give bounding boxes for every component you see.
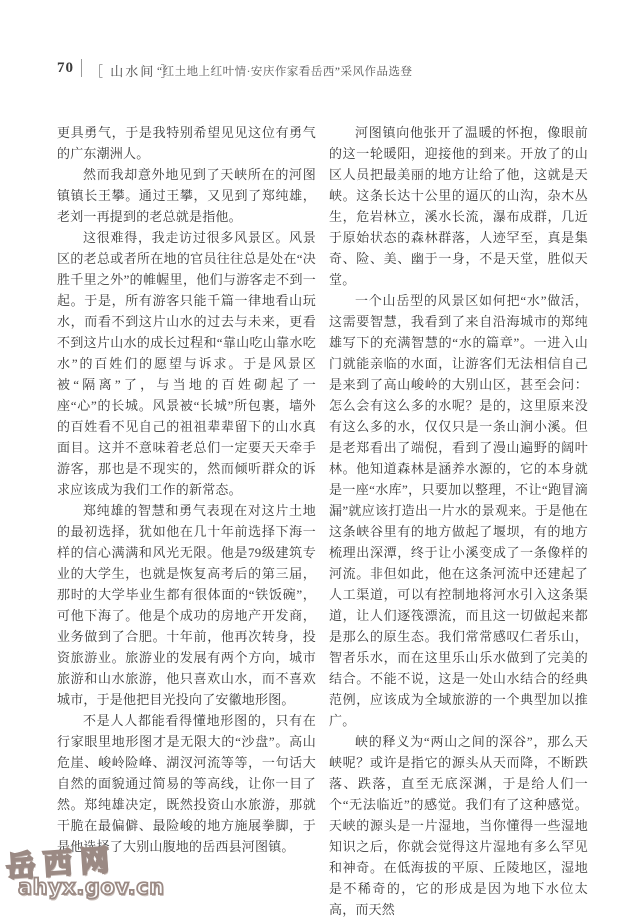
header-divider: [81, 59, 82, 77]
article-collection-title: “红土地上红叶情·安庆作家看岳西”采风作品选登: [157, 66, 413, 78]
paragraph: 然而我却意外地见到了天峡所在的河图镇镇长王攀。通过王攀，又见到了郑纯雄，老刘一再提到的老总就是指他。: [57, 167, 316, 224]
paragraph: 峡的释义为“两山之间的深谷”，那么天峡呢？或许是指它的源头从天而降，不断跌落、跌落，直至无底深渊，于是给人们一个“无法临近”的感觉。我们有了这种感觉。天峡的源头是一片湿地，当你懂得一些湿地知识之后，你就会觉得这片湿地有多么罕见和神奇。在低海拔的平原、丘陵地区，湿地是不稀奇的，它的形成是因为地下水位太高，而天然: [329, 734, 588, 917]
page-header: [0, 58, 636, 80]
page-number: 70: [57, 60, 74, 76]
paragraph: 更具勇气，于是我特别希望见见这位有勇气的广东潮洲人。: [57, 125, 316, 161]
paragraph: 这很难得，我走访过很多风景区。风景区的老总或者所在地的官员往往总是处在“决胜千里之外”的帷幄里，他们与游客走不到一起。于是，所有游客只能千篇一律地看山玩水，而看不到这片山水的过去与未来，更看不到这片山水的成长过程和“靠山吃山靠水吃水”的百姓们的愿望与诉求。于是风景区被“隔离”了，与当地的百姓砌起了一座“心”的长城。风景被“长城”所包裹，墙外的百姓看不见自己的祖祖辈辈留下的山水真面目。这并不意味着老总们一定要天天牵手游客，那也是不现实的，然而倾听群众的诉求应该成为我们工作的新常态。: [57, 230, 316, 497]
right-text-column: [329, 122, 588, 920]
paragraph: 一个山岳型的风景区如何把“水”做活，这需要智慧，我看到了来自沿海城市的郑纯雄写下的充满智慧的“水的篇章”。一进入山门就能亲临的水面，让游客们无法相信自己是来到了高山峻岭的大别山区，甚至会问：怎么会有这么多的水呢？是的，这里原来没有这么多的水，仅仅只是一条山涧小溪。但是老郑看出了端倪，看到了漫山遍野的阔叶林。他知道森林是涵养水源的，它的本身就是一座“水库”，只要加以整理，不让“跑冒滴漏”就应该打造出一片水的景观来。于是他在这条峡谷里有的地方做起了堰坝，有的地方梳理出深潭，终于让小溪变成了一条像样的河流。非但如此，他在这条河流中还建起了人工渠道，可以有控制地将河水引入这条渠道，让人们逐筏漂流，而且这一切做起来都是那么的原生态。我们常常感叹仁者乐山，智者乐水，而在这里乐山乐水做到了完美的结合。不能不说，这是一处山水结合的经典范例，应该成为全域旅游的一个典型加以推广。: [329, 293, 588, 728]
paragraph: 河图镇向他张开了温暖的怀抱，像眼前的这一轮暖阳，迎接他的到来。开放了的山区人员把最美丽的地方让给了他，这就是天峡。这条长达十公里的逼仄的山沟，杂木丛生，危岩林立，溪水长流，瀑布成群，几近于原始状态的森林群落，人迹罕至，真是集奇、险、美、幽于一身，不是天堂，胜似天堂。: [329, 125, 588, 287]
paragraph: 郑纯雄的智慧和勇气表现在对这片土地的最初选择，犹如他在几十年前选择下海一样的信心满满和风光无限。他是79级建筑专业的大学生，也就是恢复高考后的第三届，那时的大学毕业生都有很体面的“铁饭碗”，可他下海了。他是个成功的房地产开发商，业务做到了合肥。十年前，他再次转身，投资旅游业。旅游业的发展有两个方向，城市旅游和山水旅游，他只喜欢山水，而不喜欢城市，于是他把目光投向了安徽地形图。: [57, 503, 316, 707]
paragraph: 不是人人都能看得懂地形图的，只有在行家眼里地形图才是无限大的“沙盘”。高山危崖、峻岭险峰、湖汊河流等等，一句话大自然的面貌通过简易的等高线，让你一目了然。郑纯雄决定，既然投资山水旅游，那就干脆在最偏僻、最险峻的地方施展拳脚，于是他选择了大别山腹地的岳西县河图镇。: [57, 713, 316, 854]
left-text-column: [57, 122, 316, 857]
watermark-site-name: 岳西网: [5, 842, 119, 884]
watermark-site-url: ahyx.gov.cn: [18, 875, 165, 899]
section-label: ［ 山水间 ］: [90, 64, 176, 79]
